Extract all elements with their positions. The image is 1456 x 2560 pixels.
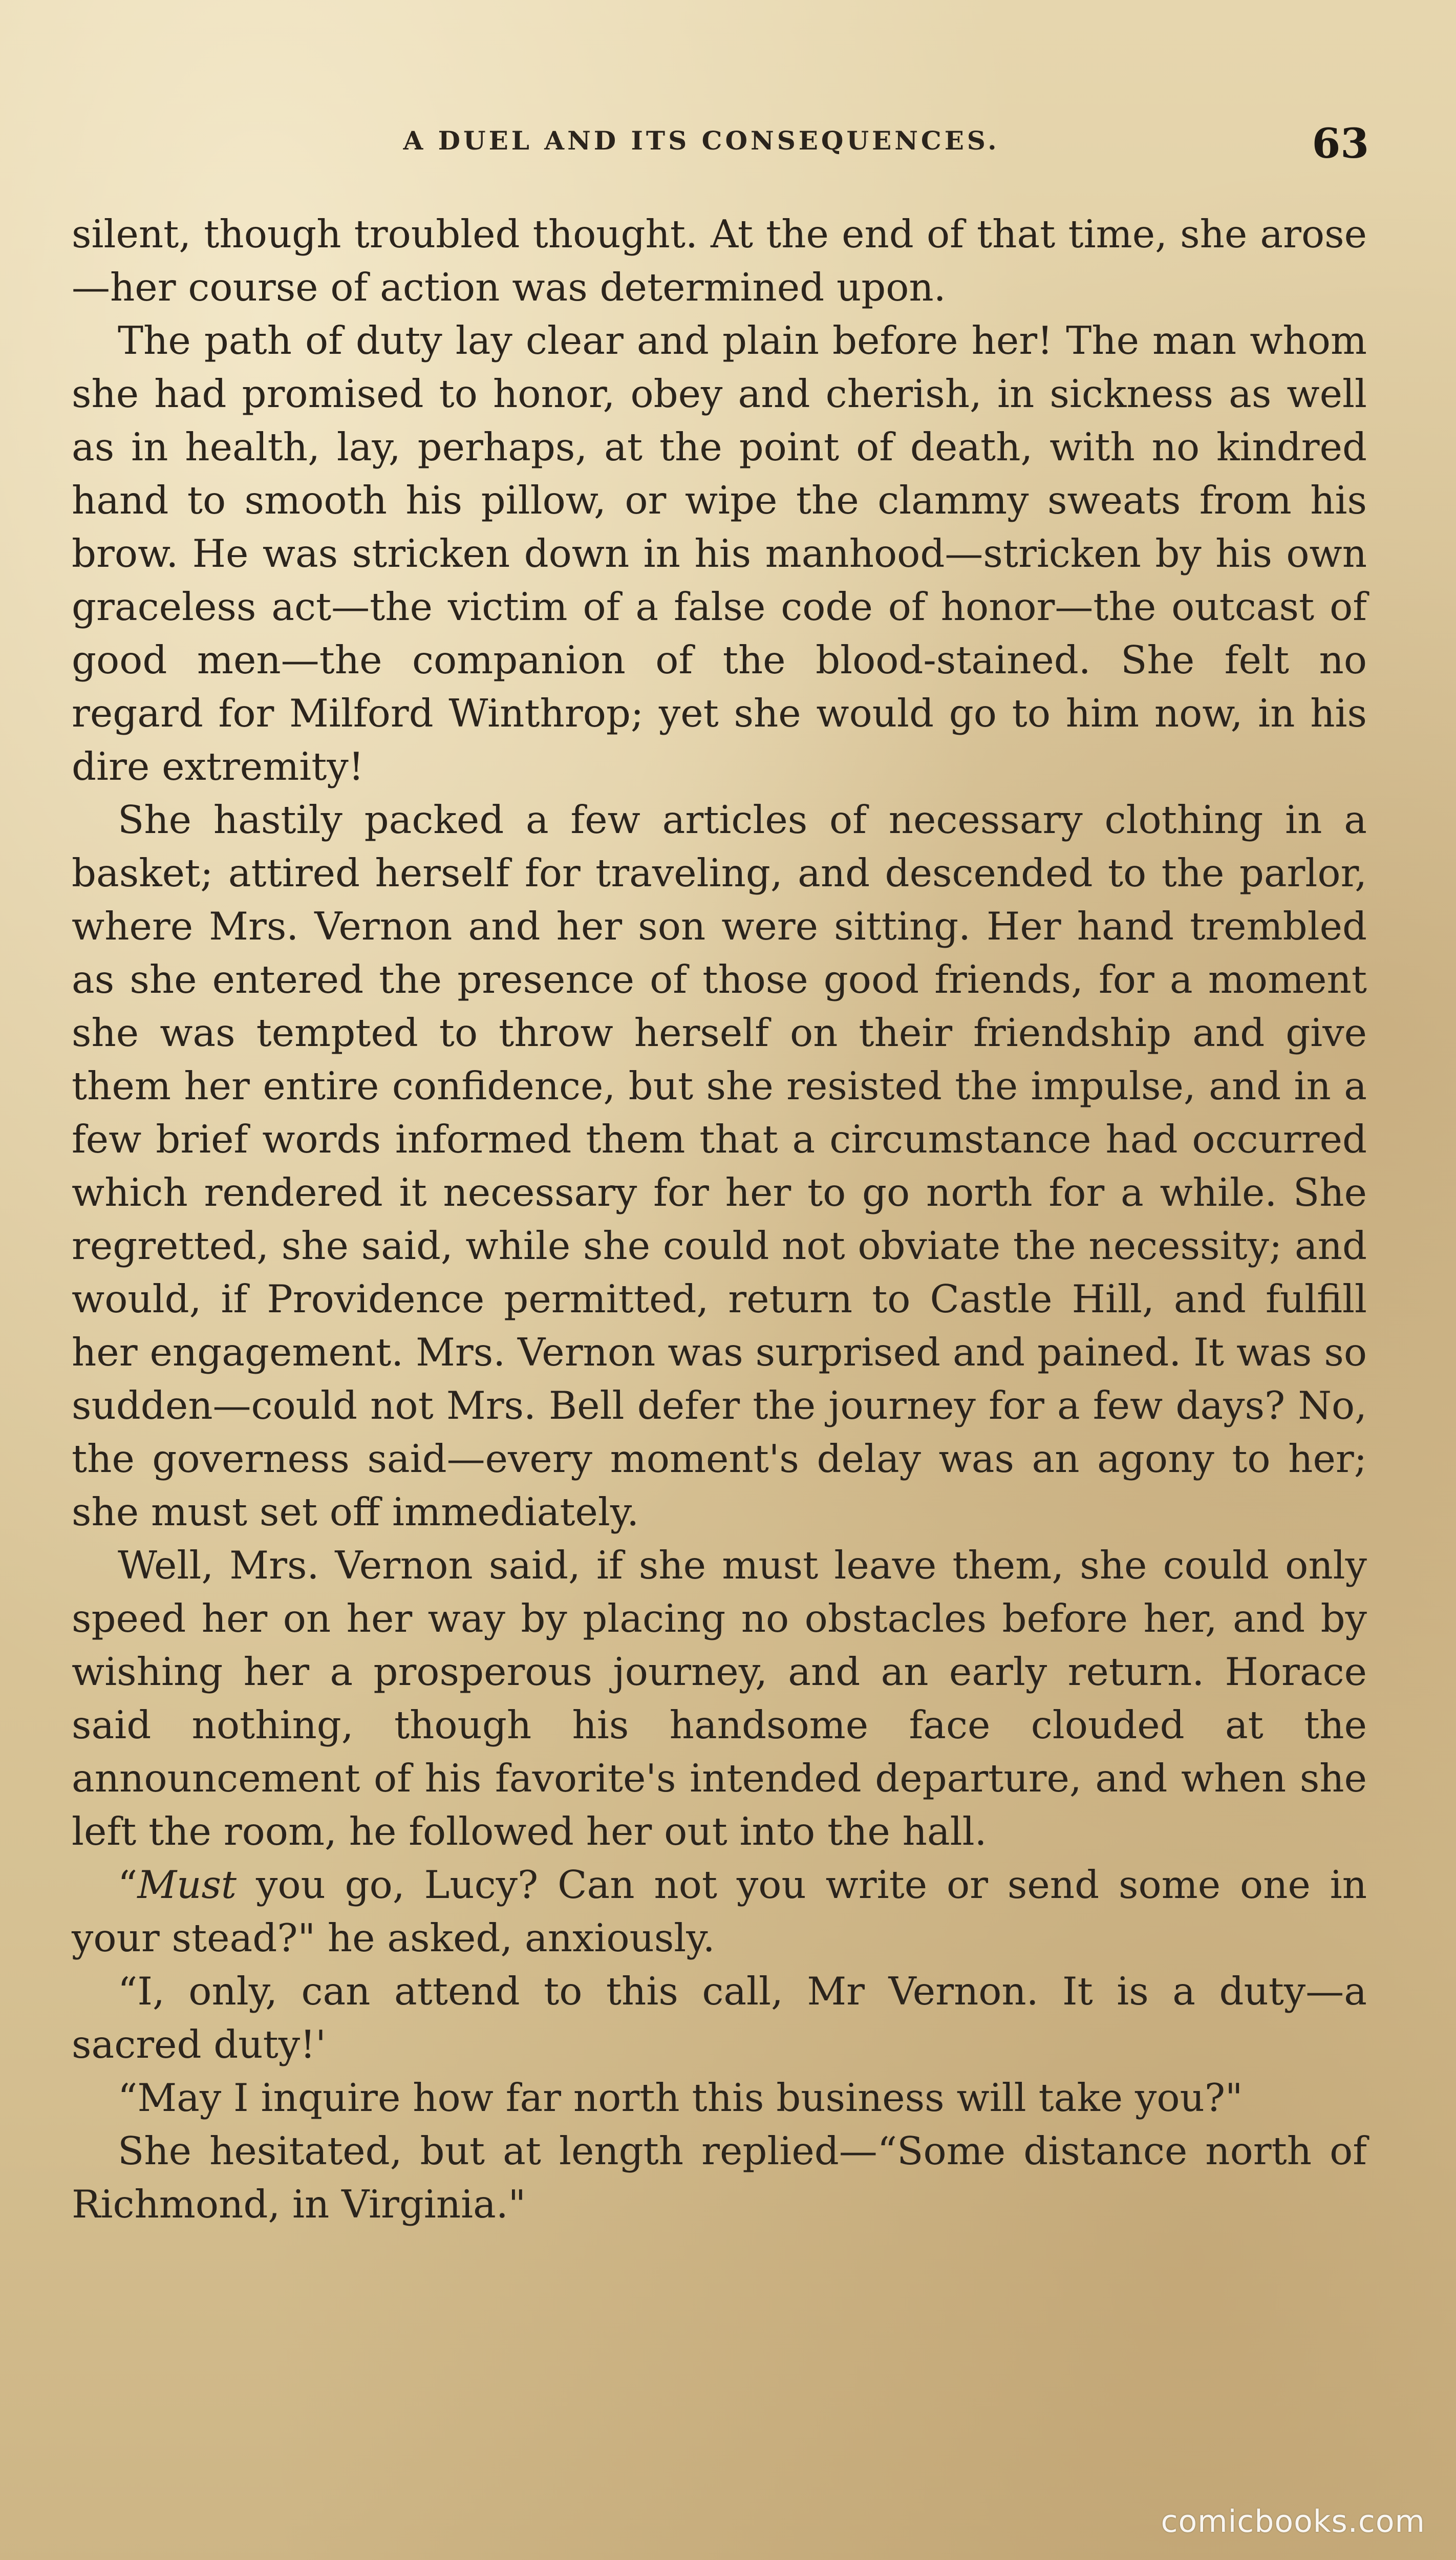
paragraph: She hastily packed a few articles of necessary clothing in a basket; attired herself for traveling, and descended to the parlor, where Mrs. Vernon and her son were sitting. Her hand trembled as she entered the presence of those good friends, for a moment she was tempted to throw herself on their friendship and give them her entire confidence, but she resisted the impulse, and in a few brief words informed them that a circumstance had occurred which rendered it necessary for her to go north for a while. She regretted, she said, while she could not obviate the necessity; and would, if Providence permitted, return to Castle Hill, and fulfill her engagement. Mrs. Vernon was surprised and pained. It was so sudden—could not Mrs. Bell defer the journey for a few days? No, the governess said—every moment's delay was an agony to her; she must set off immediately. [72,797,1367,1534]
dialogue-line [72,1858,1367,1965]
paragraph: The path of duty lay clear and plain before her! The man whom she had promised to honor, obey and cherish, in sickness as well as in health, lay, perhaps, at the point of death, with no kindred hand to smooth his pillow, or wipe the clammy sweats from his brow. He was stricken down in his manhood—stricken by his own graceless act—the victim of a false code of honor—the outcast of good men—the companion of the blood-stained. She felt no regard for Milford Winthrop; yet she would go to him now, in his dire extremity! [72,318,1367,789]
running-head: A DUEL AND ITS CONSEQUENCES. [403,125,1000,156]
page-number: 63 [1312,119,1369,167]
watermark: comicbooks.com [1161,2504,1425,2540]
dialogue-text: you go, Lucy? Can not you write or send some one in your stead?" he asked, anxiously. [72,1862,1367,1960]
paragraph: Well, Mrs. Vernon said, if she must leave them, she could only speed her on her way by placing no obstacles before her, and by wishing her a prosperous journey, and an early return. Horace said nothing, though his handsome face clouded at the announcement of his favorite's intended departure, and when she left the room, he followed her out into the hall. [72,1543,1367,1854]
body-text [72,207,1367,2231]
dialogue-line: She hesitated, but at length replied—“Some distance north of Richmond, in Virginia." [72,2128,1367,2227]
paragraph: silent, though troubled thought. At the end of that time, she arose—her course of action was determined upon. [72,211,1367,310]
open-quote: “ [118,1862,138,1907]
emphasis-word: Must [137,1862,237,1907]
dialogue-line: “May I inquire how far north this business will take you?" [118,2075,1243,2120]
page-header [0,115,1456,177]
dialogue-line: “I, only, can attend to this call, Mr Vernon. It is a duty—a sacred duty!' [72,1969,1367,2067]
